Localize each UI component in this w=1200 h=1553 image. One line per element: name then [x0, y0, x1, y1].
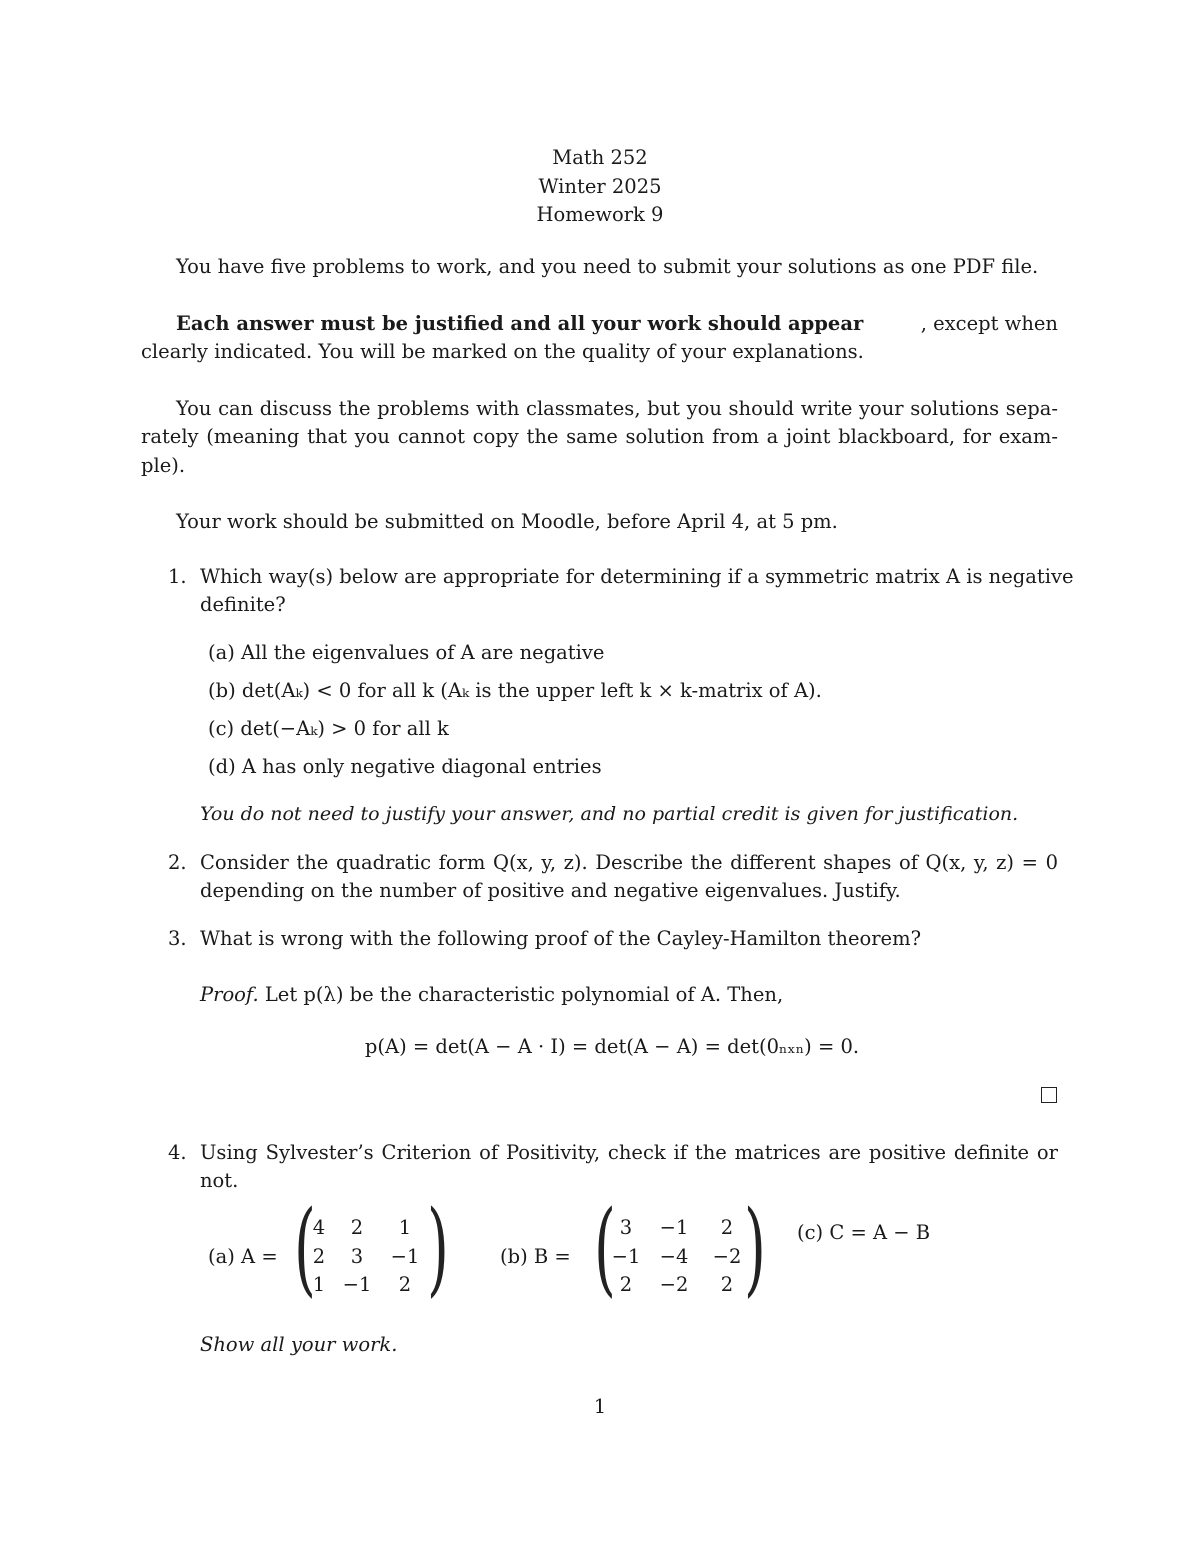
proof-label: Proof.: [200, 983, 259, 1006]
problem-1-note: You do not need to justify your answer, and no partial credit is given for justification.: [200, 803, 1019, 825]
intro-paragraph-3-line-3: ple).: [141, 454, 186, 477]
matrix-a-label: (a) A =: [208, 1245, 278, 1268]
requirement-rest: , except when: [920, 312, 1058, 335]
intro-paragraph-1: You have five problems to work, and you need to submit your solutions as one PDF file.: [176, 255, 1039, 278]
matrix-a-entry: 4: [312, 1216, 326, 1239]
intro-paragraph-4: Your work should be submitted on Moodle, before April 4, at 5 pm.: [176, 510, 838, 533]
problem-3-line-1: What is wrong with the following proof of the Cayley-Hamilton theorem?: [200, 927, 922, 950]
problem-2-line-1: Consider the quadratic form Q(x, y, z). Describe the different shapes of Q(x, y, z) = 0: [200, 851, 1058, 874]
matrix-b-entry: −4: [659, 1244, 689, 1268]
matrix-b-label: (b) B =: [500, 1245, 571, 1268]
problem-1-option-d: (d) A has only negative diagonal entries: [208, 755, 602, 778]
matrix-b-entry: 2: [720, 1273, 734, 1296]
course-title: Math 252: [552, 146, 648, 169]
matrix-a-entry: 1: [398, 1216, 412, 1239]
problem-1-number: 1.: [168, 565, 187, 588]
intro-paragraph-3-line-1: You can discuss the problems with classmates, but you should write your solutions sepa-: [176, 397, 1058, 420]
problem-1-option-a: (a) All the eigenvalues of A are negative: [208, 641, 605, 664]
proof-text: Let p(λ) be the characteristic polynomial of A. Then,: [264, 983, 784, 1006]
problem-1-line-1: Which way(s) below are appropriate for determining if a symmetric matrix A is negative: [200, 565, 1074, 588]
problem-1-option-c: (c) det(−Aₖ) > 0 for all k: [208, 717, 449, 740]
problem-4-note: Show all your work.: [200, 1333, 398, 1356]
problem-4-line-2: not.: [200, 1169, 239, 1192]
intro-paragraph-3-line-2-wrap: [141, 427, 1058, 447]
matrix-a-entry: 1: [312, 1273, 326, 1296]
matrix-c-label: (c) C = A − B: [797, 1221, 931, 1244]
matrix-a-entry: 3: [350, 1244, 364, 1268]
matrix-a-left-paren: (: [293, 1189, 316, 1308]
problem-2-line-2: depending on the number of positive and negative eigenvalues. Justify.: [200, 879, 901, 902]
problem-4-number: 4.: [168, 1141, 187, 1164]
matrix-b-right-paren: ): [743, 1189, 766, 1308]
problem-2-line-1-wrap: [200, 853, 1058, 873]
problem-1-line-2: definite?: [200, 593, 286, 616]
matrix-b-entry: −1: [611, 1244, 641, 1268]
problem-3-number: 3.: [168, 927, 187, 950]
matrix-b-entry: 2: [720, 1216, 734, 1239]
matrix-b-entry: 2: [619, 1273, 633, 1296]
problem-4-line-1: Using Sylvester’s Criterion of Positivity, check if the matrices are positive definite or: [200, 1141, 1058, 1164]
matrix-a-entry: −1: [390, 1244, 420, 1268]
matrix-a-right-paren: ): [426, 1189, 449, 1308]
term: Winter 2025: [538, 175, 662, 198]
matrix-b: [606, 1218, 752, 1295]
matrix-a: [305, 1218, 429, 1295]
intro-paragraph-2-line-1: [176, 314, 1058, 334]
qed-square-icon: [1041, 1087, 1057, 1103]
matrix-b-entry: −1: [659, 1216, 689, 1239]
intro-paragraph-3-line-2: rately (meaning that you cannot copy the same solution from a joint blackboard, for exam-: [141, 425, 1058, 448]
assignment-title: Homework 9: [536, 203, 664, 226]
problem-4-line-1-wrap: [200, 1143, 1058, 1163]
matrix-b-entry: −2: [712, 1244, 742, 1268]
matrix-a-entry: 2: [398, 1273, 412, 1296]
problem-1-option-b: (b) det(Aₖ) < 0 for all k (Aₖ is the upper left k × k-matrix of A).: [208, 679, 822, 702]
problem-1-line-1-wrap: [200, 565, 1074, 588]
proof-equation: p(A) = det(A − A · I) = det(A − A) = det(0ₙₓₙ) = 0.: [364, 1035, 860, 1058]
matrix-b-entry: 3: [619, 1216, 633, 1239]
matrix-b-entry: −2: [659, 1273, 689, 1296]
bold-requirement: Each answer must be justified and all your work should appear: [176, 312, 864, 335]
matrix-a-entry: −1: [342, 1273, 372, 1296]
intro-paragraph-3-line-1-wrap: [176, 399, 1058, 419]
proof-line: [200, 985, 783, 1005]
problem-2-number: 2.: [168, 851, 187, 874]
intro-paragraph-2-line-2: clearly indicated. You will be marked on the quality of your explanations.: [141, 340, 864, 363]
matrix-b-left-paren: (: [593, 1189, 616, 1308]
matrix-a-entry: 2: [312, 1244, 326, 1268]
matrix-a-entry: 2: [350, 1216, 364, 1239]
page-number: 1: [593, 1395, 607, 1418]
